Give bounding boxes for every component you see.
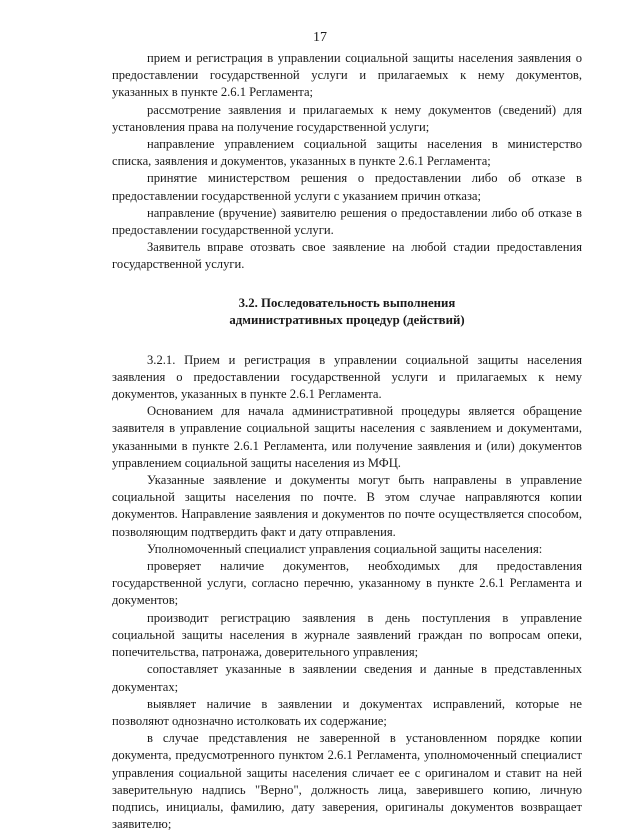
paragraph: Основанием для начала административной процедуры является обращение заявителя в управление социальной защиты населения с заявлением и документами, указанными в пункте 2.6.1 Регламента, или получение заявления и (или) документов управлением социальной защиты населения из МФЦ. <box>112 404 582 470</box>
paragraph: прием и регистрация в управлении социальной защиты населения заявления о предоставлении государственной услуги и прилагаемых к нему документов, указанных в пункте 2.6.1 Регламента; <box>112 51 582 100</box>
page-content <box>112 50 582 833</box>
paragraph: Указанные заявление и документы могут быть направлены в управление социальной защиты населения по почте. В этом случае направляются копии документов. Направление заявления и документов по почте осуществляется способом, позволяющим подтвердить факт и дату отправления. <box>112 473 582 539</box>
paragraph: направление (вручение) заявителю решения о предоставлении либо об отказе в предоставлении государственной услуги. <box>112 205 582 238</box>
paragraph: 3.2.1. Прием и регистрация в управлении социальной защиты населения заявления о предоставлении государственной услуги и прилагаемых к нему документов, указанных в пункте 2.6.1 Регламента. <box>112 352 582 402</box>
paragraph: в случае представления не заверенной в установленном порядке копии документа, предусмотренного пунктом 2.6.1 Регламента, уполномоченный специалист управления социальной защиты населения сличает ее с оригиналом и ставит на ней заверительную надпись "Верно", должность лица, заверившего копию, личную подпись, инициалы, фамилию, дату заверения, оригиналы документов возвращает заявителю; <box>112 731 582 832</box>
paragraph: принятие министерством решения о предоставлении либо об отказе в предоставлении государственной услуги с указанием причин отказа; <box>112 171 582 203</box>
section-heading-line: административных процедур (действий) <box>229 312 465 327</box>
section-heading-line: 3.2. Последовательность выполнения <box>238 295 456 310</box>
paragraph: Заявитель вправе отозвать свое заявление на любой стадии предоставления государственной услуги. <box>112 240 582 272</box>
paragraph: Уполномоченный специалист управления социальной защиты населения: <box>147 541 543 556</box>
section-heading <box>112 295 582 329</box>
paragraph: сопоставляет указанные в заявлении сведения и данные в представленных документах; <box>112 662 582 694</box>
page-number: 17 <box>313 30 327 45</box>
paragraph: направление управлением социальной защиты населения в министерство списка, заявления и документов, указанных в пункте 2.6.1 Регламента; <box>112 137 582 169</box>
paragraph: проверяет наличие документов, необходимых для предоставления государственной услуги, согласно перечню, указанному в пункте 2.6.1 Регламента и документов; <box>112 559 582 608</box>
paragraph: выявляет наличие в заявлении и документах исправлений, которые не позволяют однозначно истолковать их содержание; <box>112 696 582 728</box>
paragraph: производит регистрацию заявления в день поступления в управление социальной защиты населения в журнале заявлений граждан по вопросам опеки, попечительства, патронажа, доверительного управления; <box>112 610 582 660</box>
paragraph: рассмотрение заявления и прилагаемых к нему документов (сведений) для установления права на получение государственной услуги; <box>112 102 582 134</box>
